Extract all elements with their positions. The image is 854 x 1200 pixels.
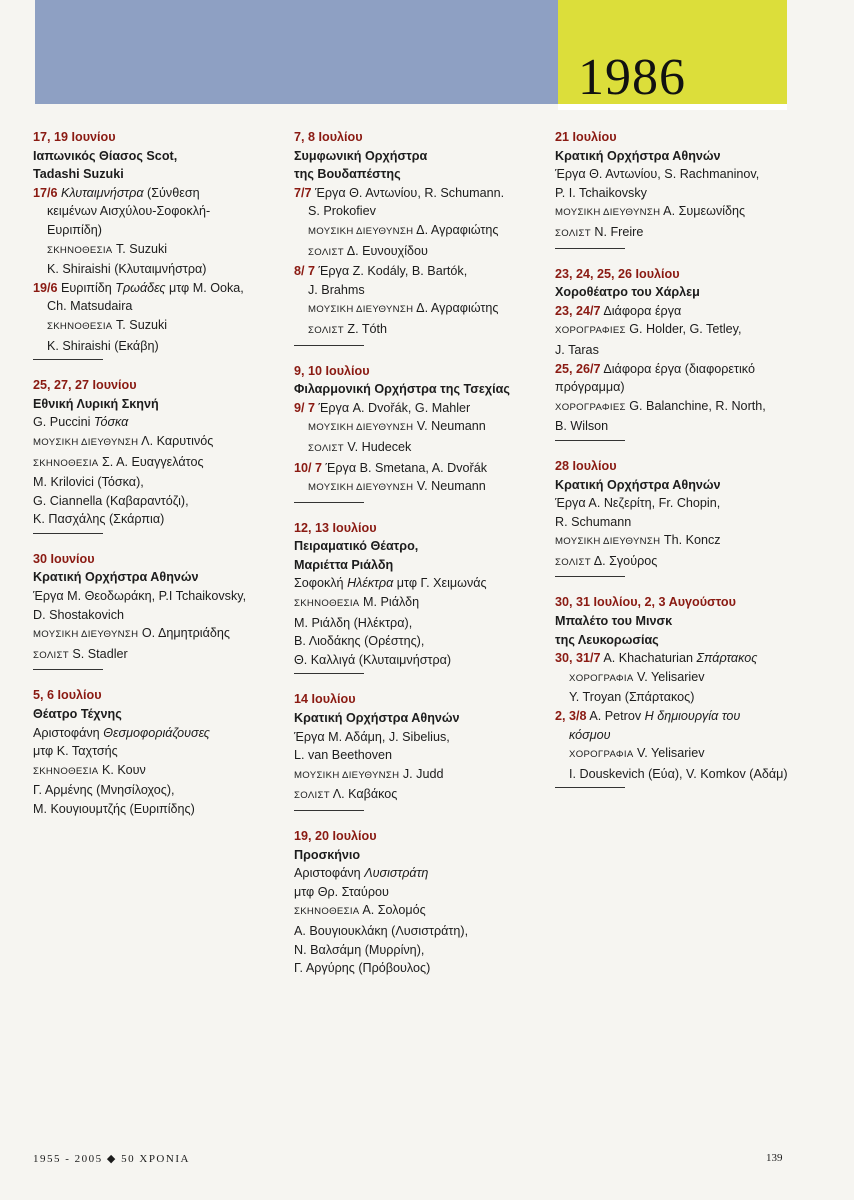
- event-title: της Βουδαπέστης: [294, 167, 401, 182]
- event-title: Θέατρο Τέχνης: [33, 707, 122, 722]
- event-title: Πειραματικό Θέατρο,: [294, 539, 419, 554]
- cast-line: Β. Λιοδάκης (Ορέστης),: [294, 634, 425, 649]
- credit-line: ΜΟΥΣΙΚΗ ΔΙΕΥΘΥΝΣΗ V. Neumann: [308, 479, 486, 494]
- cast-line: I. Douskevich (Εύα), V. Komkov (Αδάμ): [569, 766, 788, 781]
- credit-line: ΧΟΡΟΓΡΑΦΙΕΣ G. Holder, G. Tetley,: [555, 322, 742, 337]
- event-entry: [555, 457, 795, 578]
- credit-line: ΜΟΥΣΙΚΗ ΔΙΕΥΘΥΝΣΗ Λ. Καρυτινός: [33, 433, 214, 448]
- program-line: L. van Beethoven: [294, 748, 393, 763]
- divider: [294, 810, 364, 811]
- event-title: Κρατική Ορχήστρα Αθηνών: [555, 148, 721, 163]
- program-line: Έργα Μ. Αδάμη, J. Sibelius,: [294, 729, 450, 744]
- program-line: κόσμου: [569, 727, 611, 742]
- event-entry: [555, 593, 795, 788]
- program-line: J. Brahms: [308, 282, 365, 297]
- column-3: [555, 128, 795, 804]
- cast-line: Γ. Αργύρης (Πρόβουλος): [294, 961, 431, 976]
- divider: [33, 669, 103, 670]
- credit-line: ΣΚΗΝΟΘΕΣΙΑ Α. Σολομός: [294, 903, 426, 918]
- column-2: [294, 128, 546, 994]
- cast-line: K. Shiraishi (Εκάβη): [47, 338, 159, 353]
- event-date: 19, 20 Ιουλίου: [294, 829, 377, 843]
- program-line: 19/6 Ευριπίδη Τρωάδες μτφ M. Ooka,: [33, 280, 244, 295]
- cast-line: Ν. Βαλσάμη (Μυρρίνη),: [294, 942, 425, 957]
- cast-line: M. Krilovici (Τόσκα),: [33, 475, 144, 490]
- program-line: 2, 3/8 A. Petrov Η δημιουργία του: [555, 709, 741, 724]
- credit-line: ΣΟΛΙΣΤ Λ. Καβάκος: [294, 787, 398, 802]
- program-line: Αριστοφάνη Θεσμοφοριάζουσες: [33, 725, 210, 740]
- event-entry: [33, 686, 265, 818]
- event-date: 28 Ιουλίου: [555, 458, 617, 473]
- program-line: Έργα Α. Νεζερίτη, Fr. Chopin,: [555, 496, 721, 511]
- program-line: μτφ Θρ. Σταύρου: [294, 884, 389, 899]
- event-date: 7, 8 Ιουλίου: [294, 130, 363, 144]
- credit-line: ΣΚΗΝΟΘΕΣΙΑ Μ. Ριάλδη: [294, 595, 420, 610]
- event-title: Εθνική Λυρική Σκηνή: [33, 396, 159, 411]
- credit-line: ΜΟΥΣΙΚΗ ΔΙΕΥΘΥΝΣΗ Δ. Αγραφιώτης: [308, 301, 499, 316]
- event-entry: [294, 827, 546, 978]
- program-line: R. Schumann: [555, 514, 632, 529]
- program-line: 30, 31/7 A. Khachaturian Σπάρτακος: [555, 651, 758, 666]
- program-line: 8/ 7 Έργα Z. Kodály, B. Bartók,: [294, 264, 468, 279]
- credit-line: ΜΟΥΣΙΚΗ ΔΙΕΥΘΥΝΣΗ Α. Συμεωνίδης: [555, 204, 746, 219]
- program-line: κειμένων Αισχύλου-Σοφοκλή-: [47, 204, 211, 219]
- divider: [33, 533, 103, 534]
- credit-line: ΣΟΛΙΣΤ Z. Tóth: [308, 321, 388, 336]
- credit-line: J. Taras: [555, 342, 599, 357]
- program-line: πρόγραμμα): [555, 380, 625, 395]
- credit-line: ΧΟΡΟΓΡΑΦΙΕΣ G. Balanchine, R. North,: [555, 398, 766, 413]
- program-line: Έργα Μ. Θεοδωράκη, P.I Tchaikovsky,: [33, 589, 247, 604]
- event-date: 23, 24, 25, 26 Ιουλίου: [555, 266, 680, 281]
- divider: [33, 359, 103, 360]
- program-line: D. Shostakovich: [33, 607, 124, 622]
- event-date: 17, 19 Ιουνίου: [33, 130, 116, 144]
- credit-line: ΣΟΛΙΣΤ Δ. Σγούρος: [555, 553, 658, 568]
- credit-line: ΣΚΗΝΟΘΕΣΙΑ T. Suzuki: [47, 317, 168, 332]
- program-line: Σοφοκλή Ηλέκτρα μτφ Γ. Χειμωνάς: [294, 576, 487, 591]
- divider: [294, 673, 364, 674]
- program-line: 23, 24/7 Διάφορα έργα: [555, 303, 682, 318]
- cast-line: Α. Βουγιουκλάκη (Λυσιστράτη),: [294, 923, 469, 938]
- program-line: G. Puccini Τόσκα: [33, 415, 129, 430]
- event-entry: [555, 265, 795, 441]
- footer-anniversary: 1955 - 2005 ◆ 50 ΧΡΟΝΙΑ: [33, 1153, 190, 1165]
- event-title: Ιαπωνικός Θίασος Scot,: [33, 148, 178, 163]
- event-entry: [33, 128, 265, 360]
- program-line: S. Prokofiev: [308, 204, 376, 219]
- credit-line: ΜΟΥΣΙΚΗ ΔΙΕΥΘΥΝΣΗ Th. Koncz: [555, 533, 721, 548]
- event-date: 5, 6 Ιουλίου: [33, 688, 102, 703]
- credit-line: ΧΟΡΟΓΡΑΦΙΑ V. Yelisariev: [569, 746, 705, 761]
- program-line: Ευριπίδη): [47, 222, 102, 237]
- cast-line: K. Shiraishi (Κλυταιμνήστρα): [47, 262, 207, 277]
- credit-line: ΣΟΛΙΣΤ Δ. Ευνουχίδου: [308, 243, 428, 258]
- credit-line: ΣΟΛΙΣΤ N. Freire: [555, 224, 644, 239]
- cast-line: Κ. Πασχάλης (Σκάρπια): [33, 512, 165, 527]
- event-title: Χοροθέατρο του Χάρλεμ: [555, 285, 700, 300]
- program-line: 17/6 Κλυταιμνήστρα (Σύνθεση: [33, 185, 200, 200]
- credit-line: ΣΚΗΝΟΘΕΣΙΑ Σ. Α. Ευαγγελάτος: [33, 454, 204, 469]
- program-line: P. I. Tchaikovsky: [555, 185, 647, 200]
- credit-line: ΜΟΥΣΙΚΗ ΔΙΕΥΘΥΝΣΗ J. Judd: [294, 766, 444, 781]
- event-title: Φιλαρμονική Ορχήστρα της Τσεχίας: [294, 382, 510, 397]
- event-entry: [294, 362, 546, 503]
- page-number: 139: [766, 1152, 783, 1164]
- cast-line: Μ. Κουγιουμτζής (Ευριπίδης): [33, 802, 195, 816]
- divider: [294, 345, 364, 346]
- event-date: 25, 27, 27 Ιουνίου: [33, 378, 137, 393]
- credit-line: ΜΟΥΣΙΚΗ ΔΙΕΥΘΥΝΣΗ Δ. Αγραφιώτης: [308, 222, 499, 237]
- credit-line: B. Wilson: [555, 419, 609, 434]
- credit-line: ΧΟΡΟΓΡΑΦΙΑ V. Yelisariev: [569, 669, 705, 684]
- event-title: Κρατική Ορχήστρα Αθηνών: [33, 570, 199, 585]
- cast-line: Γ. Αρμένης (Μνησίλοχος),: [33, 783, 175, 798]
- event-entry: [294, 690, 546, 811]
- event-date: 9, 10 Ιουλίου: [294, 363, 370, 378]
- event-entry: [33, 550, 265, 671]
- program-line: Ch. Matsudaira: [47, 299, 133, 314]
- program-line: 25, 26/7 Διάφορα έργα (διαφορετικό: [555, 361, 755, 376]
- event-title: Κρατική Ορχήστρα Αθηνών: [294, 711, 460, 726]
- cast-line: Θ. Καλλιγά (Κλυταιμνήστρα): [294, 652, 452, 667]
- column-1: [33, 128, 265, 835]
- cast-line: Μ. Ριάλδη (Ηλέκτρα),: [294, 615, 413, 630]
- program-line: 9/ 7 Έργα A. Dvořák, G. Mahler: [294, 400, 471, 415]
- cast-line: G. Ciannella (Καβαραντόζι),: [33, 493, 189, 508]
- year-title: 1986: [578, 49, 686, 106]
- divider: [555, 248, 625, 249]
- program-line: μτφ Κ. Ταχτσής: [33, 744, 118, 759]
- credit-line: ΣΚΗΝΟΘΕΣΙΑ Κ. Κουν: [33, 762, 146, 777]
- event-entry: [294, 519, 546, 675]
- event-title: Tadashi Suzuki: [33, 167, 124, 182]
- event-date: 12, 13 Ιουλίου: [294, 520, 377, 535]
- credit-line: ΣΚΗΝΟΘΕΣΙΑ T. Suzuki: [47, 241, 168, 256]
- event-title: Συμφωνική Ορχήστρα: [294, 148, 428, 163]
- event-title: Κρατική Ορχήστρα Αθηνών: [555, 477, 721, 492]
- event-date: 21 Ιουλίου: [555, 130, 617, 144]
- divider: [555, 576, 625, 577]
- program-line: Έργα Θ. Αντωνίου, S. Rachmaninov,: [555, 167, 760, 182]
- credit-line: ΣΟΛΙΣΤ S. Stadler: [33, 646, 128, 661]
- program-line: Αριστοφάνη Λυσιστράτη: [294, 866, 429, 881]
- event-title: Προσκήνιο: [294, 847, 361, 862]
- event-title: της Λευκορωσίας: [555, 632, 659, 647]
- event-entry: [294, 128, 546, 346]
- credit-line: ΜΟΥΣΙΚΗ ΔΙΕΥΘΥΝΣΗ Ο. Δημητριάδης: [33, 626, 230, 641]
- divider: [294, 502, 364, 503]
- header-band-blue: [35, 0, 558, 104]
- credit-line: ΣΟΛΙΣΤ V. Hudecek: [308, 439, 412, 454]
- event-title: Μαριέττα Ριάλδη: [294, 557, 394, 572]
- event-date: 14 Ιουλίου: [294, 692, 356, 707]
- program-line: 10/ 7 Έργα B. Smetana, A. Dvořák: [294, 460, 488, 475]
- credit-line: ΜΟΥΣΙΚΗ ΔΙΕΥΘΥΝΣΗ V. Neumann: [308, 419, 486, 434]
- program-line: 7/7 Έργα Θ. Αντωνίου, R. Schumann.: [294, 185, 505, 200]
- event-title: Μπαλέτο του Μινσκ: [555, 614, 673, 629]
- event-entry: [33, 376, 265, 534]
- divider: [555, 440, 625, 441]
- event-entry: [555, 128, 795, 249]
- event-date: 30 Ιουνίου: [33, 551, 95, 566]
- cast-line: Y. Troyan (Σπάρτακος): [569, 690, 695, 705]
- divider: [555, 787, 625, 788]
- event-date: 30, 31 Ιουλίου, 2, 3 Αυγούστου: [555, 595, 736, 610]
